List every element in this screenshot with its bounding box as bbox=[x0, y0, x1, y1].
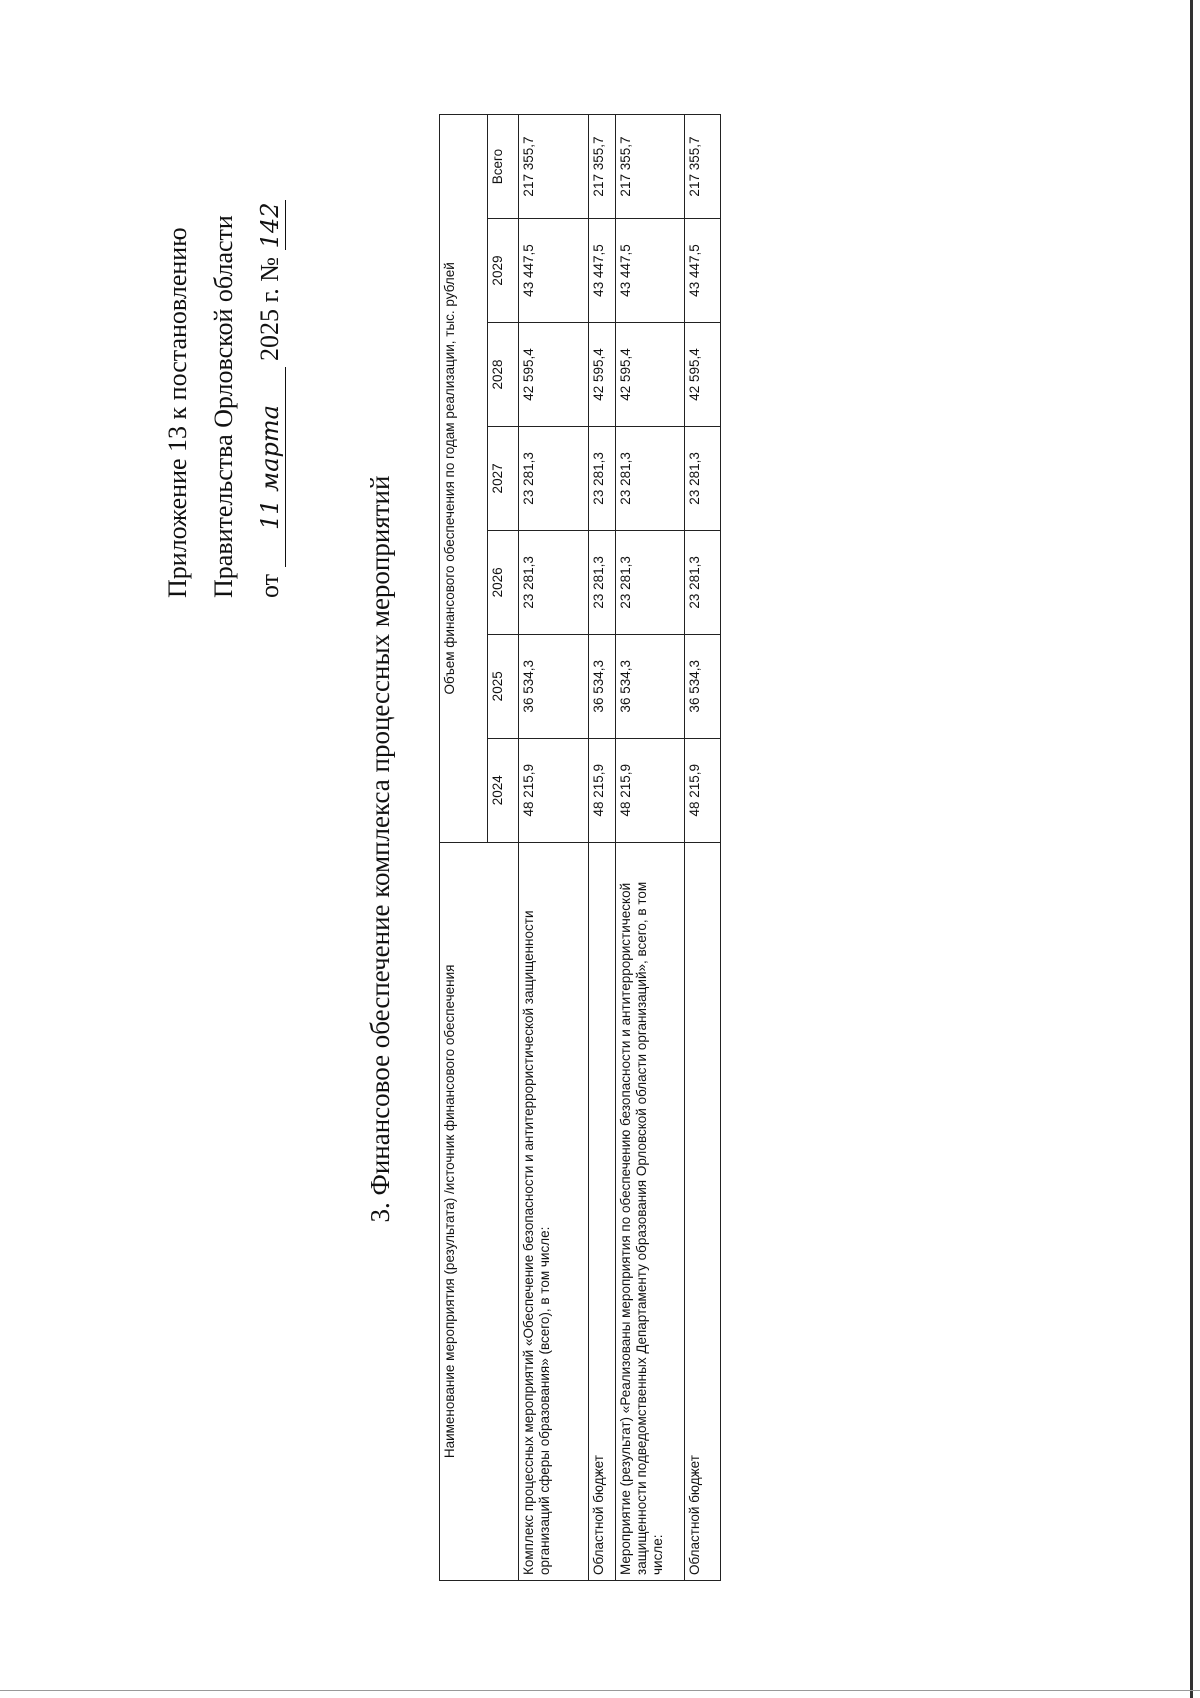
value-cell: 36 534,3 bbox=[589, 634, 616, 738]
value-cell: 43 447,5 bbox=[519, 219, 589, 323]
value-cell: 48 215,9 bbox=[685, 738, 721, 842]
financing-table bbox=[439, 114, 721, 1581]
value-cell: 42 595,4 bbox=[519, 323, 589, 427]
value-cell: 42 595,4 bbox=[589, 323, 616, 427]
row-name: Областной бюджет bbox=[685, 842, 721, 1580]
row-name: Областной бюджет bbox=[589, 842, 616, 1580]
value-cell: 23 281,3 bbox=[589, 426, 616, 530]
value-cell: 36 534,3 bbox=[616, 634, 685, 738]
value-cell: 23 281,3 bbox=[589, 530, 616, 634]
year-header: 2027 bbox=[488, 426, 519, 530]
row-name: Комплекс процессных мероприятий «Обеспечение безопасности и антитеррористической защищенности организаций сферы образования» (всего), в том числе: bbox=[519, 842, 589, 1580]
value-cell: 48 215,9 bbox=[616, 738, 685, 842]
appendix-line-1: Приложение 13 к постановлению bbox=[163, 227, 192, 598]
appendix-line-2: Правительства Орловской области bbox=[209, 215, 238, 598]
value-cell: 23 281,3 bbox=[685, 530, 721, 634]
table-row bbox=[519, 115, 589, 1581]
handwritten-date: 11 марта bbox=[255, 367, 286, 567]
group-header: Объем финансового обеспечения по годам реализации, тыс. рублей bbox=[440, 115, 488, 843]
value-cell: 43 447,5 bbox=[589, 219, 616, 323]
table-row bbox=[685, 115, 721, 1581]
value-cell: 23 281,3 bbox=[519, 530, 589, 634]
value-cell: 42 595,4 bbox=[616, 323, 685, 427]
value-cell: 23 281,3 bbox=[685, 426, 721, 530]
table-row bbox=[589, 115, 616, 1581]
table-row bbox=[616, 115, 685, 1581]
value-cell: 217 355,7 bbox=[589, 115, 616, 219]
year-header: Всего bbox=[488, 115, 519, 219]
from-label: от bbox=[255, 573, 284, 598]
value-cell: 36 534,3 bbox=[685, 634, 721, 738]
year-number-label: 2025 г. № bbox=[255, 256, 284, 361]
year-header: 2029 bbox=[488, 219, 519, 323]
value-cell: 36 534,3 bbox=[519, 634, 589, 738]
value-cell: 42 595,4 bbox=[685, 323, 721, 427]
row-name: Мероприятие (результат) «Реализованы мероприятия по обеспечению безопасности и антитеррористической защищенности подведомственных Департаменту образования Орловской области организаций», всего, в том числе: bbox=[616, 842, 685, 1580]
appendix-header bbox=[155, 138, 293, 598]
handwritten-number: 142 bbox=[255, 200, 286, 250]
value-cell: 23 281,3 bbox=[616, 426, 685, 530]
value-cell: 48 215,9 bbox=[589, 738, 616, 842]
value-cell: 48 215,9 bbox=[519, 738, 589, 842]
value-cell: 43 447,5 bbox=[685, 219, 721, 323]
section-title: 3. Финансовое обеспечение комплекса процессных мероприятий bbox=[365, 475, 395, 1223]
value-cell: 23 281,3 bbox=[616, 530, 685, 634]
value-cell: 217 355,7 bbox=[616, 115, 685, 219]
value-cell: 217 355,7 bbox=[685, 115, 721, 219]
col-name-header: Наименование мероприятия (результата) /источник финансового обеспечения bbox=[440, 842, 519, 1580]
year-header: 2026 bbox=[488, 530, 519, 634]
year-header: 2025 bbox=[488, 634, 519, 738]
value-cell: 23 281,3 bbox=[519, 426, 589, 530]
value-cell: 43 447,5 bbox=[616, 219, 685, 323]
year-header: 2024 bbox=[488, 738, 519, 842]
appendix-line-3 bbox=[247, 138, 293, 598]
value-cell: 217 355,7 bbox=[519, 115, 589, 219]
year-header: 2028 bbox=[488, 323, 519, 427]
